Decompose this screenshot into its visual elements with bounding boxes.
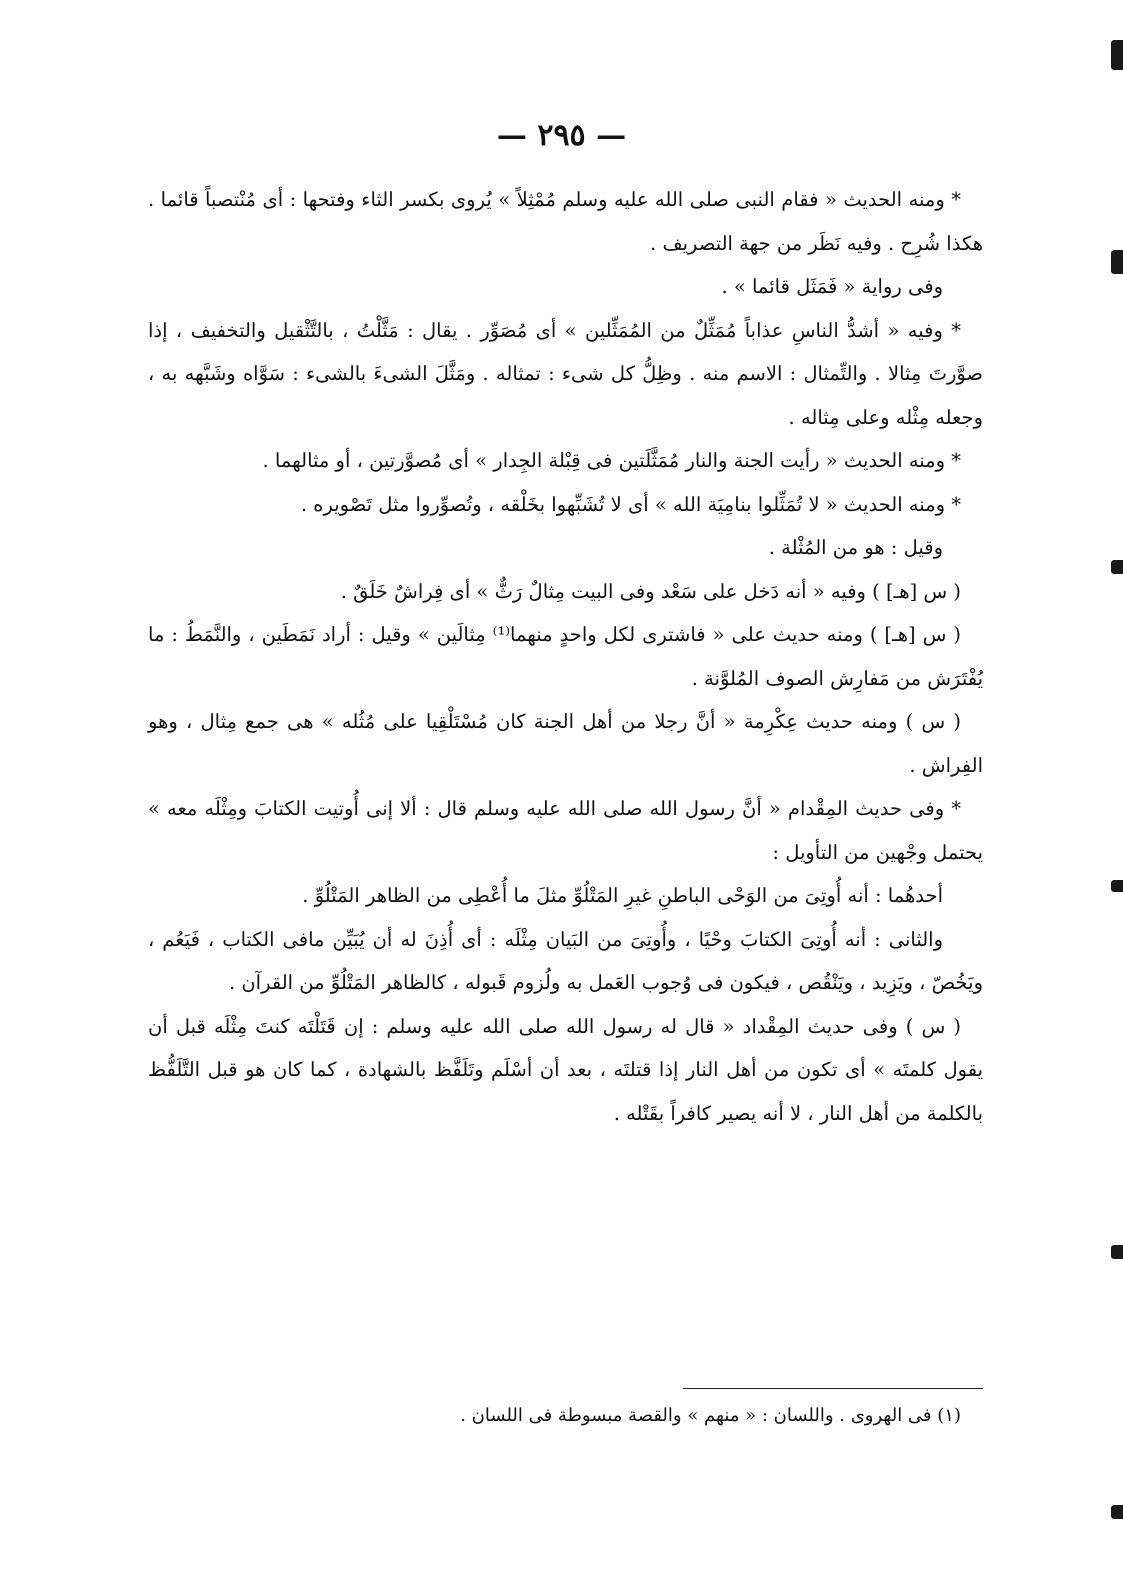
paragraph-7: ( س [هـ] ) وفيه « أنه دَخل على سَعْد وفى البيت مِثالٌ رَثٌّ » أى فِراشٌ خَلَقٌ . [340, 579, 961, 603]
footnote-divider [683, 1388, 983, 1389]
scan-edge-mark [1111, 1505, 1123, 1519]
scan-edge-mark [1111, 250, 1123, 274]
paragraph-2: وفى رواية « فَمَثَل قائما » . [721, 275, 943, 298]
scan-edge-mark [1111, 880, 1123, 892]
paragraph-4: * ومنه الحديث « رأيت الجنة والنار مُمَثَّلَتين فى قِبْلة الجِدار » أى مُصوَّرتين ، أو مثالهما . [262, 449, 961, 472]
scan-edge-mark [1111, 1245, 1123, 1259]
scan-edge-mark [1111, 40, 1123, 70]
paragraph-5: * ومنه الحديث « لا تُمَثِّلوا بنامِيَة الله » أى لا تُشَبِّهوا بخَلْقه ، وتُصوِّروا مثل تَصْويره . [300, 492, 961, 516]
scan-edge-mark [1111, 560, 1123, 574]
paragraph-12: والثانى : أنه أُوتِىَ الكتابَ وحْيًا ، وأُوتِىَ من البَيان مِثْلَه : أى أُذِنَ له أن يُبَيِّن مافى الكتاب ، فَيَعُم ، ويَخُصّ ، ويَزِيد ، ويَنْقُص ، فيكون فى وُجوب العَمل به ولُزوم قَبوله ، كالظاهر المَتْلُوِّ من القرآن . [148, 927, 983, 994]
page-number: — ٢٩٥ — [496, 118, 627, 153]
page-body [148, 178, 983, 1135]
paragraph-9: ( س ) ومنه حديث عِكْرِمة « أنَّ رجلا من أهل الجنة كان مُسْتَلْقِيا على مُثُله » هى جمع مِثال ، وهو الفِراش . [148, 710, 983, 777]
footnote: (١) فى الهروى . واللسان : « منهم » والقصة مبسوطة فى اللسان . [460, 1405, 961, 1426]
paragraph-1: * ومنه الحديث « فقام النبى صلى الله عليه وسلم مُمْثِلاً » يُروى بكسر الثاء وفتحها : أى مُنْتصباً قائما . هكذا شُرِح . وفيه نَظَر من جهة التصريف . [148, 188, 983, 255]
paragraph-6: وقيل : هو من المُثْلة . [768, 536, 943, 559]
paragraph-8: ( س [هـ] ) ومنه حديث على « فاشترى لكل واحدٍ منهما⁽¹⁾ مِثالَين » وقيل : أراد نَمَطَين ، والنَّمَطُ : ما يُفْتَرَش من مَفارِش الصوف المُلوَّنة . [148, 623, 983, 690]
paragraph-13: ( س ) وفى حديث المِقْداد « قال له رسول الله صلى الله عليه وسلم : إن قَتَلْتَه كنتَ مِثْلَه قبل أن يقول كلمتَه » أى تكون من أهل النار إذا قتلتَه ، بعد أن أسْلَم وتَلَفَّظ بالشهادة ، كما كان هو قبل التَّلَفُّظ بالكلمة من أهل النار ، لا أنه يصير كافراً بقَتْله . [148, 1014, 983, 1125]
paragraph-11: أحدهُما : أنه أُوتِىَ من الوَحْى الباطنِ غيرِ المَتْلُوِّ مثلَ ما أُعْطِى من الظاهر المَتْلُوِّ . [302, 884, 943, 907]
paragraph-10: * وفى حديث المِقْدام « أنَّ رسول الله صلى الله عليه وسلم قال : ألا إنى أُوتيت الكتابَ ومِثْلَه معه » يحتمل وجْهين من التأويل : [148, 797, 983, 864]
paragraph-3: * وفيه « أشدُّ الناسِ عذاباً مُمَثِّلٌ من المُمَثِّلين » أى مُصَوِّر . يقال : مَثَّلْتُ ، بالتَّثْقيل والتخفيف ، إذا صوَّرتَ مِثالا . والتِّمثال : الاسم منه . وظِلُّ كل شىء : تمثاله . ومَثَّلَ الشىءَ بالشىء : سَوَّاه وشَبَّهه به ، وجعله مِثْله وعلى مِثاله . [148, 318, 983, 429]
